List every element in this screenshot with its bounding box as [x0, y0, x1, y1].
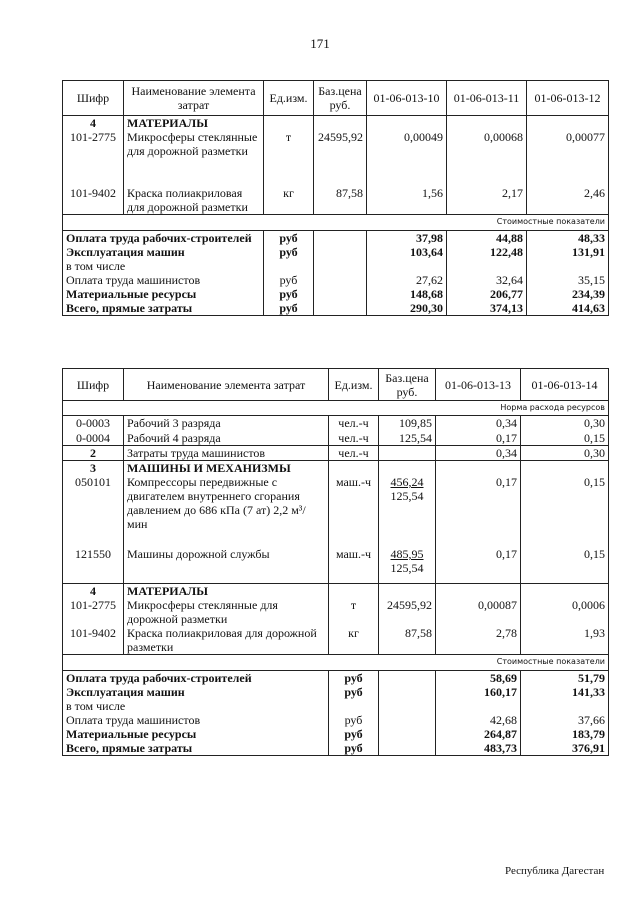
header-cell: 01-06-013-11	[447, 81, 527, 116]
table-cell: чел.-ч	[329, 416, 379, 431]
table-cell: 44,88	[447, 231, 527, 246]
table-cell: 27,62	[367, 273, 447, 287]
table-cell: 0,15	[521, 547, 609, 583]
table-cell: 0,34	[436, 416, 521, 431]
header-cell: 01-06-013-10	[367, 81, 447, 116]
table-cell	[264, 116, 314, 131]
price-value: 485,95	[390, 547, 424, 561]
table-row	[63, 685, 609, 699]
table-cell	[329, 699, 379, 713]
table-cell: 2	[63, 446, 124, 461]
table-cell: 37,66	[521, 713, 609, 727]
table-cell: 376,91	[521, 741, 609, 756]
summary-label: в том числе	[63, 699, 329, 713]
table-cell	[379, 547, 436, 583]
table-cell	[314, 301, 367, 316]
table-row	[63, 699, 609, 713]
table-cell	[436, 461, 521, 476]
header-cell: Шифр	[63, 81, 124, 116]
table-cell: руб	[329, 685, 379, 699]
header-cell: Ед.изм.	[329, 369, 379, 401]
header-cell: 01-06-013-14	[521, 369, 609, 401]
table-cell: руб	[264, 273, 314, 287]
table-cell: 160,17	[436, 685, 521, 699]
table-cell	[436, 583, 521, 598]
table-cell: руб	[329, 670, 379, 685]
header-cell: 01-06-013-12	[527, 81, 609, 116]
table-cell: 141,33	[521, 685, 609, 699]
page-number: 171	[310, 36, 330, 51]
table-cell: руб	[264, 245, 314, 259]
table-cell: 37,98	[367, 231, 447, 246]
table-cell: 24595,92	[314, 130, 367, 186]
table-cell	[329, 583, 379, 598]
table-cell	[521, 583, 609, 598]
table-cell: Краска полиакриловая для дорожной разметки	[124, 626, 329, 655]
section-separator: Стоимостные показатели	[63, 654, 609, 670]
table-cell: Машины дорожной службы	[124, 547, 329, 583]
table-row	[63, 654, 609, 670]
table-cell: 1,56	[367, 186, 447, 215]
summary-label: Эксплуатация машин	[63, 685, 329, 699]
table-cell: руб	[264, 301, 314, 316]
table-cell: 0,0006	[521, 598, 609, 626]
table-cell: руб	[264, 287, 314, 301]
table-cell: 0,15	[521, 475, 609, 547]
table-cell: 0,15	[521, 431, 609, 446]
table-row	[63, 287, 609, 301]
summary-label: Материальные ресурсы	[63, 287, 264, 301]
table-cell: 42,68	[436, 713, 521, 727]
summary-label: Оплата труда машинистов	[63, 273, 264, 287]
table-cell	[379, 741, 436, 756]
table-cell: 35,15	[527, 273, 609, 287]
table-cell: 264,87	[436, 727, 521, 741]
table-cell: 87,58	[379, 626, 436, 655]
table-cell	[379, 727, 436, 741]
table-cell: т	[329, 598, 379, 626]
table-cell: руб	[329, 727, 379, 741]
table-cell	[436, 699, 521, 713]
table-cell: 2,78	[436, 626, 521, 655]
table-cell: 2,46	[527, 186, 609, 215]
table-cell: 234,39	[527, 287, 609, 301]
summary-label: Эксплуатация машин	[63, 245, 264, 259]
table-cell: кг	[264, 186, 314, 215]
table-cell: 125,54	[379, 431, 436, 446]
table-cell	[314, 231, 367, 246]
table-cell: 101-2775	[63, 598, 124, 626]
header-cell: Баз.цена руб.	[379, 369, 436, 401]
table-cell	[447, 116, 527, 131]
summary-label: Оплата труда рабочих-строителей	[63, 231, 264, 246]
table-cell: 4	[63, 116, 124, 131]
table-cell: 51,79	[521, 670, 609, 685]
table-cell: 48,33	[527, 231, 609, 246]
resource-table-1	[62, 80, 609, 316]
table-cell: 0,17	[436, 431, 521, 446]
section-title: МАШИНЫ И МЕХАНИЗМЫ	[124, 461, 329, 476]
table-cell: 374,13	[447, 301, 527, 316]
table-cell: 1,93	[521, 626, 609, 655]
table-row	[63, 416, 609, 431]
table-cell: 121550	[63, 547, 124, 583]
table-cell: 109,85	[379, 416, 436, 431]
table-row	[63, 245, 609, 259]
table-cell	[314, 259, 367, 273]
summary-label: Оплата труда машинистов	[63, 713, 329, 727]
table-cell: кг	[329, 626, 379, 655]
table-cell: 87,58	[314, 186, 367, 215]
table-cell: 206,77	[447, 287, 527, 301]
table-cell	[379, 446, 436, 461]
table-cell	[521, 461, 609, 476]
table-cell	[447, 259, 527, 273]
table-row	[63, 583, 609, 598]
table-cell: 58,69	[436, 670, 521, 685]
table-cell: 0-0003	[63, 416, 124, 431]
table-cell: 3	[63, 461, 124, 476]
table-cell: 2,17	[447, 186, 527, 215]
table-cell	[314, 273, 367, 287]
table-cell	[367, 259, 447, 273]
table-cell: Рабочий 3 разряда	[124, 416, 329, 431]
table-cell: 32,64	[447, 273, 527, 287]
table-cell	[379, 713, 436, 727]
table-cell: 103,64	[367, 245, 447, 259]
table-cell: 101-2775	[63, 130, 124, 186]
table-cell	[367, 116, 447, 131]
table-cell	[379, 461, 436, 476]
table-row	[63, 626, 609, 655]
table-cell	[527, 116, 609, 131]
table-row	[63, 670, 609, 685]
header-cell: Ед.изм.	[264, 81, 314, 116]
table-cell: 0,00077	[527, 130, 609, 186]
table-row	[63, 401, 609, 416]
table-cell: 0,34	[436, 446, 521, 461]
section-separator: Норма расхода ресурсов	[63, 401, 609, 416]
table-cell	[314, 245, 367, 259]
table-row	[63, 301, 609, 316]
table-cell: 122,48	[447, 245, 527, 259]
section-title: МАТЕРИАЛЫ	[124, 116, 264, 131]
header-cell: Наименование элемента затрат	[124, 81, 264, 116]
table-cell: руб	[329, 741, 379, 756]
footer-region: Республика Дагестан	[505, 865, 605, 877]
table-cell	[314, 287, 367, 301]
table-cell	[379, 685, 436, 699]
table-cell: 0,17	[436, 475, 521, 547]
table-cell	[314, 116, 367, 131]
header-cell: 01-06-013-13	[436, 369, 521, 401]
table-cell: 183,79	[521, 727, 609, 741]
section-title: МАТЕРИАЛЫ	[124, 583, 329, 598]
summary-label: Всего, прямые затраты	[63, 301, 264, 316]
table-cell: 483,73	[436, 741, 521, 756]
summary-label: Материальные ресурсы	[63, 727, 329, 741]
table-cell: 24595,92	[379, 598, 436, 626]
header-cell: Наименование элемента затрат	[124, 369, 329, 401]
table-cell: 0,17	[436, 547, 521, 583]
table-cell	[527, 259, 609, 273]
table-row	[63, 231, 609, 246]
table-cell	[379, 699, 436, 713]
table-row	[63, 461, 609, 476]
summary-label: Всего, прямые затраты	[63, 741, 329, 756]
table-cell: 0-0004	[63, 431, 124, 446]
table-cell: 050101	[63, 475, 124, 547]
table-cell: маш.-ч	[329, 475, 379, 547]
table-row	[63, 446, 609, 461]
price-value: 456,24	[390, 475, 424, 489]
table-row	[63, 130, 609, 186]
table-cell: 131,91	[527, 245, 609, 259]
table-cell: Микросферы стеклянные для дорожной разметки	[124, 130, 264, 186]
table-cell: руб	[264, 231, 314, 246]
table-cell	[521, 699, 609, 713]
table-cell: 148,68	[367, 287, 447, 301]
table-cell: Затраты труда машинистов	[124, 446, 329, 461]
table-cell: Микросферы стеклянные для дорожной разметки	[124, 598, 329, 626]
table-row	[63, 431, 609, 446]
table-cell: т	[264, 130, 314, 186]
table-cell	[379, 475, 436, 547]
table-row	[63, 273, 609, 287]
table-cell: 0,00068	[447, 130, 527, 186]
summary-label: в том числе	[63, 259, 264, 273]
driver-price-value: 125,54	[390, 561, 424, 575]
table-row	[63, 116, 609, 131]
table-cell: 414,63	[527, 301, 609, 316]
resource-table-2	[62, 368, 609, 756]
table-cell: 0,30	[521, 446, 609, 461]
table-cell: Краска полиакриловая для дорожной разметки	[124, 186, 264, 215]
table-row	[63, 475, 609, 547]
table-row	[63, 727, 609, 741]
table-cell: руб	[329, 713, 379, 727]
table-row	[63, 259, 609, 273]
table-row	[63, 713, 609, 727]
table-cell: маш.-ч	[329, 547, 379, 583]
driver-price-value: 125,54	[390, 489, 424, 503]
table-cell	[379, 670, 436, 685]
table-cell: 0,00087	[436, 598, 521, 626]
table-cell	[329, 461, 379, 476]
table-cell: 101-9402	[63, 626, 124, 655]
table-cell: 0,30	[521, 416, 609, 431]
table-row	[63, 215, 609, 231]
table-cell: 101-9402	[63, 186, 124, 215]
section-separator: Стоимостные показатели	[63, 215, 609, 231]
summary-label: Оплата труда рабочих-строителей	[63, 670, 329, 685]
table-row	[63, 598, 609, 626]
table-cell: 290,30	[367, 301, 447, 316]
table-cell: 4	[63, 583, 124, 598]
table-cell: чел.-ч	[329, 446, 379, 461]
table-cell: чел.-ч	[329, 431, 379, 446]
header-cell: Баз.цена руб.	[314, 81, 367, 116]
table-row	[63, 186, 609, 215]
table-cell	[264, 259, 314, 273]
table-row	[63, 547, 609, 583]
table-cell: Компрессоры передвижные с двигателем внутреннего сгорания давлением до 686 кПа (7 ат) 2,2 м³/мин	[124, 475, 329, 547]
header-cell: Шифр	[63, 369, 124, 401]
table-cell: Рабочий 4 разряда	[124, 431, 329, 446]
table-cell: 0,00049	[367, 130, 447, 186]
table-cell	[379, 583, 436, 598]
table-row	[63, 741, 609, 756]
